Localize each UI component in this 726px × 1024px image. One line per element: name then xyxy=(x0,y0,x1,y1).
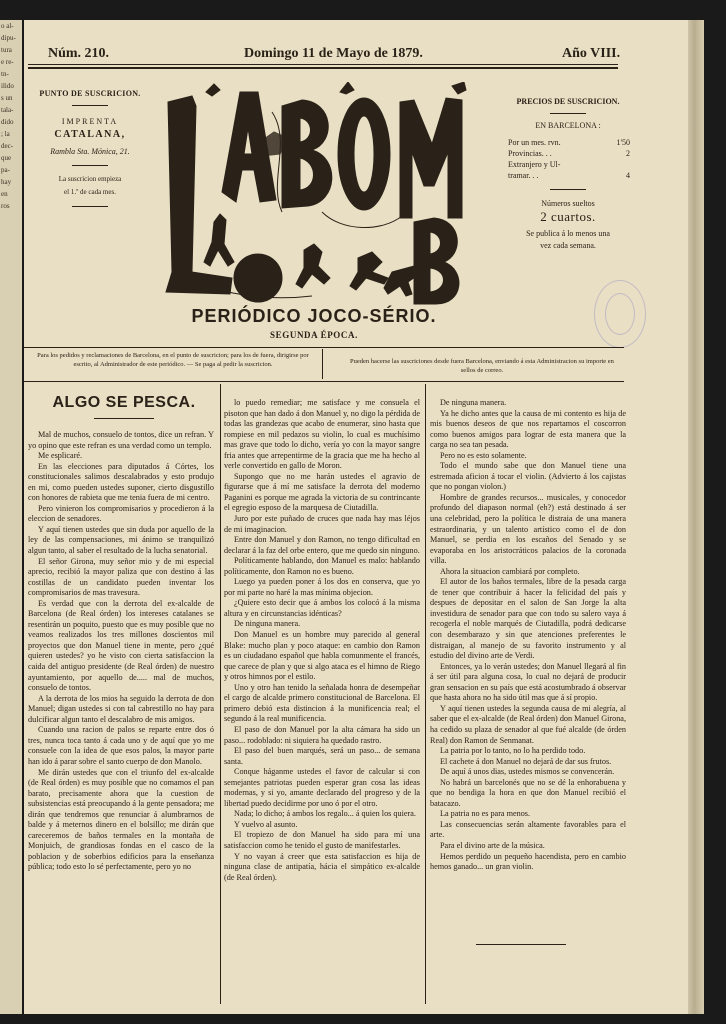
article-paragraph: Y aquí tienen ustedes que sin duda por aquello de la ley de las compensaciones, mi ánimo se tranquilizó algun tanto, al saber el resultado de la lucha senatorial. xyxy=(28,524,214,556)
library-stamp xyxy=(594,280,646,348)
subscription-point-title: PUNTO DE SUSCRICION. xyxy=(39,89,141,98)
article-paragraph: Entre don Manuel y don Ramon, no tengo dificultad en declarar á la faz del orbe entero, que me quedo sin ninguno. xyxy=(224,535,420,555)
article-paragraph: Y aquí tienen ustedes la segunda causa de mi alegría, al saber que el ex-alcalde (de Real órden) don Manuel Girona, ha cedido su plaza de senador al que fué alcalde (de órden Real) don Ramon de Senmanat. xyxy=(430,703,626,745)
article-paragraph: Todo el mundo sabe que don Manuel tiene una estremada aficion á tocar el violin. (Advierto á los cajistas que no pongan violon.) xyxy=(430,461,626,492)
issue-date: Domingo 11 de Mayo de 1879. xyxy=(244,46,423,61)
article-paragraph: Las consecuencias serán altamente favorables para el arte. xyxy=(430,819,626,840)
la-bomba-logo xyxy=(162,82,482,314)
article-paragraph: Pero no es esto solamente. xyxy=(440,450,527,460)
article-paragraph: lo puedo remediar; me satisface y me consuela el pisoton que han dado á don Manuel y, no digo la pérdida de todas las grandezas que acabo de enumerar, sino hasta que rompiese en mil pedazos su violin, lo cual es muchísimo mas grave que todo lo dicho, vería yo con la mayor sangre fria antes que arrepentirme de la gracia que me ha hecho al verle convertido en gallo de Moron. xyxy=(224,398,420,471)
divider xyxy=(550,113,586,114)
divider xyxy=(72,206,108,207)
notice-left: Para los pedidos y reclamaciones de Barcelona, en el punto de suscricion; para los de fuera, dirigirse por escrito, al Administrador de este periódico. — Se paga al pedir la suscricion. xyxy=(37,352,309,368)
article-paragraph: Me dirán ustedes que con el triunfo del ex-alcalde (de Real órden) es muy posible que no comamos el pan barato, precisamente ahora que la cuestion de subsistencias está preocupando á la gente pensadora; me dirán que tendremos que renunciar á alumbrarnos de balde y á meternos dinero en el bolsillo; me dirán que careceremos de baños termales en la montaña de Monjuich, de grandiosas fondas en el casco de la poblacion y de soberbios edificios para la enseñanza pública; todo esto lo sé perfectamente, pero yo no xyxy=(28,767,214,872)
article-paragraph: Ahora la situacion cambiará por completo. xyxy=(440,566,580,576)
paper-epoch: SEGUNDA ÉPOCA. xyxy=(270,330,358,340)
article-column-1 xyxy=(28,430,214,873)
article-paragraph: Ya he dicho antes que la causa de mi contento es hija de mis buenos deseos de que nos repartamos el coscorron como buenos amigos para lograr de esta manera que la carga no sea tan pesada. xyxy=(430,408,626,450)
article-paragraph: Mal de muchos, consuelo de tontos, dice un refran. Y yo opino que este refran es una verdad como un templo. xyxy=(28,430,214,450)
article-paragraph: Entonces, ya lo verán ustedes; don Manuel llegará al fin á ser útil para alguna cosa, lo cual no dejará de producir gran sensacion en su país que está acostumbrado á observar que hasta ahora no ha sido útil mas que á sí propio. xyxy=(430,661,626,703)
article-paragraph: Cuando una racion de palos se reparte entre dos ó tres, nunca toca tanto á cada uno y de aquí que yo me consuele con la idea de que esos palos, la mayor parte han ido á parar sobre el santo cuerpo de don Manolo. xyxy=(28,725,214,766)
price-row: Extranjero y Ul- xyxy=(508,160,561,169)
article-paragraph: Juro por este puñado de cruces que nada hay mas léjos de mi imaginacion. xyxy=(224,514,420,534)
prices-title: PRECIOS DE SUSCRICION. xyxy=(516,97,620,106)
column-rule xyxy=(220,384,221,1004)
article-paragraph: De aquí á unos dias, ustedes mismos se convencerán. xyxy=(440,767,615,777)
printer-line1: IMPRENTA xyxy=(61,117,119,126)
article-paragraph: De ninguna manera. xyxy=(440,398,507,407)
article-paragraph: No habrá un barcelonés que no se dé la enhorabuena y que no bendiga la hora en que don Manuel recibió el batacazo. xyxy=(430,777,626,808)
article-paragraph: La patria por lo tanto, no lo ha perdido todo. xyxy=(440,746,586,756)
article-headline: ALGO SE PESCA. xyxy=(52,394,196,411)
article-paragraph: Hombre de grandes recursos... musicales, y conocedor profundo del diapason normal (eh?) está destinado á ser una celebridad, pero la política le distraia de una manera estraordinaria, y un talento artístico como el de don Manuel, se perdia en los escaños del Senado y se evaporaba en los aristocráticos palacios de la coronada villa. xyxy=(430,492,626,566)
article-paragraph: El paso del buen marqués, será un paso... de semana santa. xyxy=(224,746,420,766)
article-paragraph: A la derrota de los mios ha seguido la derrota de don Manuel; digan ustedes si con tal cabrestillo no hay para dulcificar algun tanto el descalabro de mis amigos. xyxy=(28,693,214,724)
masthead-rule-thick xyxy=(28,67,618,69)
newspaper-page xyxy=(24,20,688,1014)
headline-rule xyxy=(94,418,154,419)
publication-note-2: vez cada semana. xyxy=(540,241,596,250)
subscription-prices-box xyxy=(498,90,638,257)
article-paragraph: Supongo que no me harán ustedes el agravio de figurarse que á mí me satisface la derrota del moderno Paganini es porque me agrada la victoria de su contrincante el egregio esposo de la marquesa de Ciutadilla. xyxy=(224,471,420,513)
notice-right: Pueden hacerse las suscriciones desde fuera Barcelona, enviando á esta Administracion su importe en sellos de correo. xyxy=(350,358,614,374)
subscription-point-box xyxy=(30,82,150,215)
column-rule xyxy=(425,384,426,1004)
adjacent-page-strip: o al- dipu- tura e re- tn- ilido s un tala- dido ; la dec- que pa- hay en ros xyxy=(0,20,22,1014)
masthead-rule xyxy=(28,64,618,65)
article-paragraph: El señor Girona, muy señor mio y de mi especial aprecio, recibió la mayor paliza que con destino á las costillas de un candidato pueden inventar los compromisarios de mas travesura. xyxy=(28,556,214,598)
article-paragraph: Y no vayan á creer que esta satisfaccion es hija de ninguna clase de antipatía, hácia el simpático ex-alcalde (de Real órden). xyxy=(224,851,420,882)
article-column-3 xyxy=(430,398,626,873)
article-paragraph: El cachete á don Manuel no dejará de dar sus frutos. xyxy=(440,756,612,766)
article-paragraph: Uno y otro han tenido la señalada honra de desempeñar el cargo de alcalde primero constitucional de Barcelona. El primero debió esta distincion á la munificencia real; el segundo á la real munificencia. xyxy=(224,682,420,724)
article-paragraph: La patria no es para menos. xyxy=(440,809,531,819)
page-stack-edge xyxy=(688,20,704,1014)
price-row: tramar. . . 4 xyxy=(508,171,630,180)
divider xyxy=(72,105,108,106)
article-paragraph: El paso de don Manuel por la alta cámara ha sido un paso... rodoblado: ni siquiera ha quedado rastro. xyxy=(224,724,420,745)
article-paragraph: Me esplicaré. xyxy=(38,451,83,461)
subscription-start-note: La suscricion empieza xyxy=(58,175,122,183)
notice-rule-top xyxy=(24,347,624,348)
price-table xyxy=(498,137,638,181)
notice-divider xyxy=(322,349,323,379)
article-paragraph: Políticamente hablando, don Manuel es malo: hablando políticamente, don Ramon no es bueno. xyxy=(224,556,420,576)
single-issue-label: Números sueltos xyxy=(541,199,595,208)
end-rule xyxy=(476,944,566,945)
single-issue-price: 2 cuartos. xyxy=(540,209,596,224)
article-paragraph: El autor de los baños termales, libre de la pesada carga de tener que contribuir á hacer la felicidad del país y despues de depositar en el salon de San Jorge la alta investidura de senador para que con todo su salero vaya á recogerla el noble marqués de Ciutadilla, podrá dedicarse con desembarazo y sin que atenciones preferentes le distraigan, al manejo de su favorito instrumento y al estudio del divino arte de Verdi. xyxy=(430,577,626,661)
price-row: Por un mes. rvn. 1'50 xyxy=(508,138,630,147)
issue-number: Núm. 210. xyxy=(48,46,110,61)
article-paragraph: Pero vinieron los compromisarios y procedieron á la eleccion de senadores. xyxy=(28,503,214,524)
article-paragraph: Nada; lo dicho; á ambos los regalo... á quien los quiera. xyxy=(234,809,416,819)
article-paragraph: Hemos perdido un pequeño hacendista, pero en cambio hemos ganado... un gran violin. xyxy=(430,851,626,872)
article-paragraph: ¿Quiere esto decir que á ambos los colocó á la misma altura y en circunstancias idénticas? xyxy=(224,598,420,618)
printer-name: CATALANA, xyxy=(54,129,126,140)
article-column-2 xyxy=(224,398,420,883)
article-paragraph: Para el divino arte de la música. xyxy=(440,840,545,850)
article-paragraph: El tropiezo de don Manuel ha sido para mí una satisfaccion como he tenido el gusto de manifestarles. xyxy=(224,830,420,850)
divider xyxy=(72,165,108,166)
article-paragraph: Conque háganme ustedes el favor de calcular si con semejantes patriotas pueden esperar gran cosa las ideas modernas, y si yo, amante declarado del progreso y de la libertad puedo decidirme por uno ó por el otro. xyxy=(224,767,420,808)
prices-city: EN BARCELONA : xyxy=(535,121,601,130)
publication-note: Se publica á lo menos una xyxy=(526,229,610,238)
article-paragraph: Don Manuel es un hombre muy parecido al general Blake: mucho plan y poco ataque: en cambio don Ramon es un ciudadano español que habla comunmente el francés, que carece de plan y que si algo ataca es el himno de Riego y otros himnos por el estilo. xyxy=(224,630,420,682)
price-row: Provincias. . . 2 xyxy=(508,149,630,158)
article-paragraph: En las elecciones para diputados á Córtes, los constitucionales salimos descalabrados y esto produjo en mi, como pueden ustedes suponer, cierto disgustillo con honores de rabieta que me tenia fuera de mi centro. xyxy=(28,461,214,503)
paper-subtitle: PERIÓDICO JOCO-SÉRIO. xyxy=(191,306,437,326)
printer-address: Rambla Sta. Mónica, 21. xyxy=(50,147,130,156)
subscription-start-note-2: el 1.º de cada mes. xyxy=(64,188,116,196)
notice-rule-bottom xyxy=(24,381,624,382)
article-paragraph: Y vuelvo al asunto. xyxy=(234,819,298,829)
article-paragraph: Luego ya pueden poner á los dos en conserva, que yo por mi parte no haré la mas mínima objecion. xyxy=(224,577,420,597)
article-paragraph: De ninguna manera. xyxy=(234,619,301,629)
divider xyxy=(550,189,586,190)
issue-year: Año VIII. xyxy=(562,46,621,61)
article-paragraph: Es verdad que con la derrota del ex-alcalde de Barcelona (de Real órden) los intereses catalanes se resentirán un poquito, puesto que es muy posible que no veamos realizados los tres millones doscientos mil proyectos que don Manuel tiene in mente, pero ¿qué quieren ustedes? yo he visto con cierta satisfaccion la caida del antiguo presidente (de Real órden) de nuestro ayuntamiento, por aquello de..... mal de muchos, consuelo de tontos. xyxy=(28,598,214,693)
